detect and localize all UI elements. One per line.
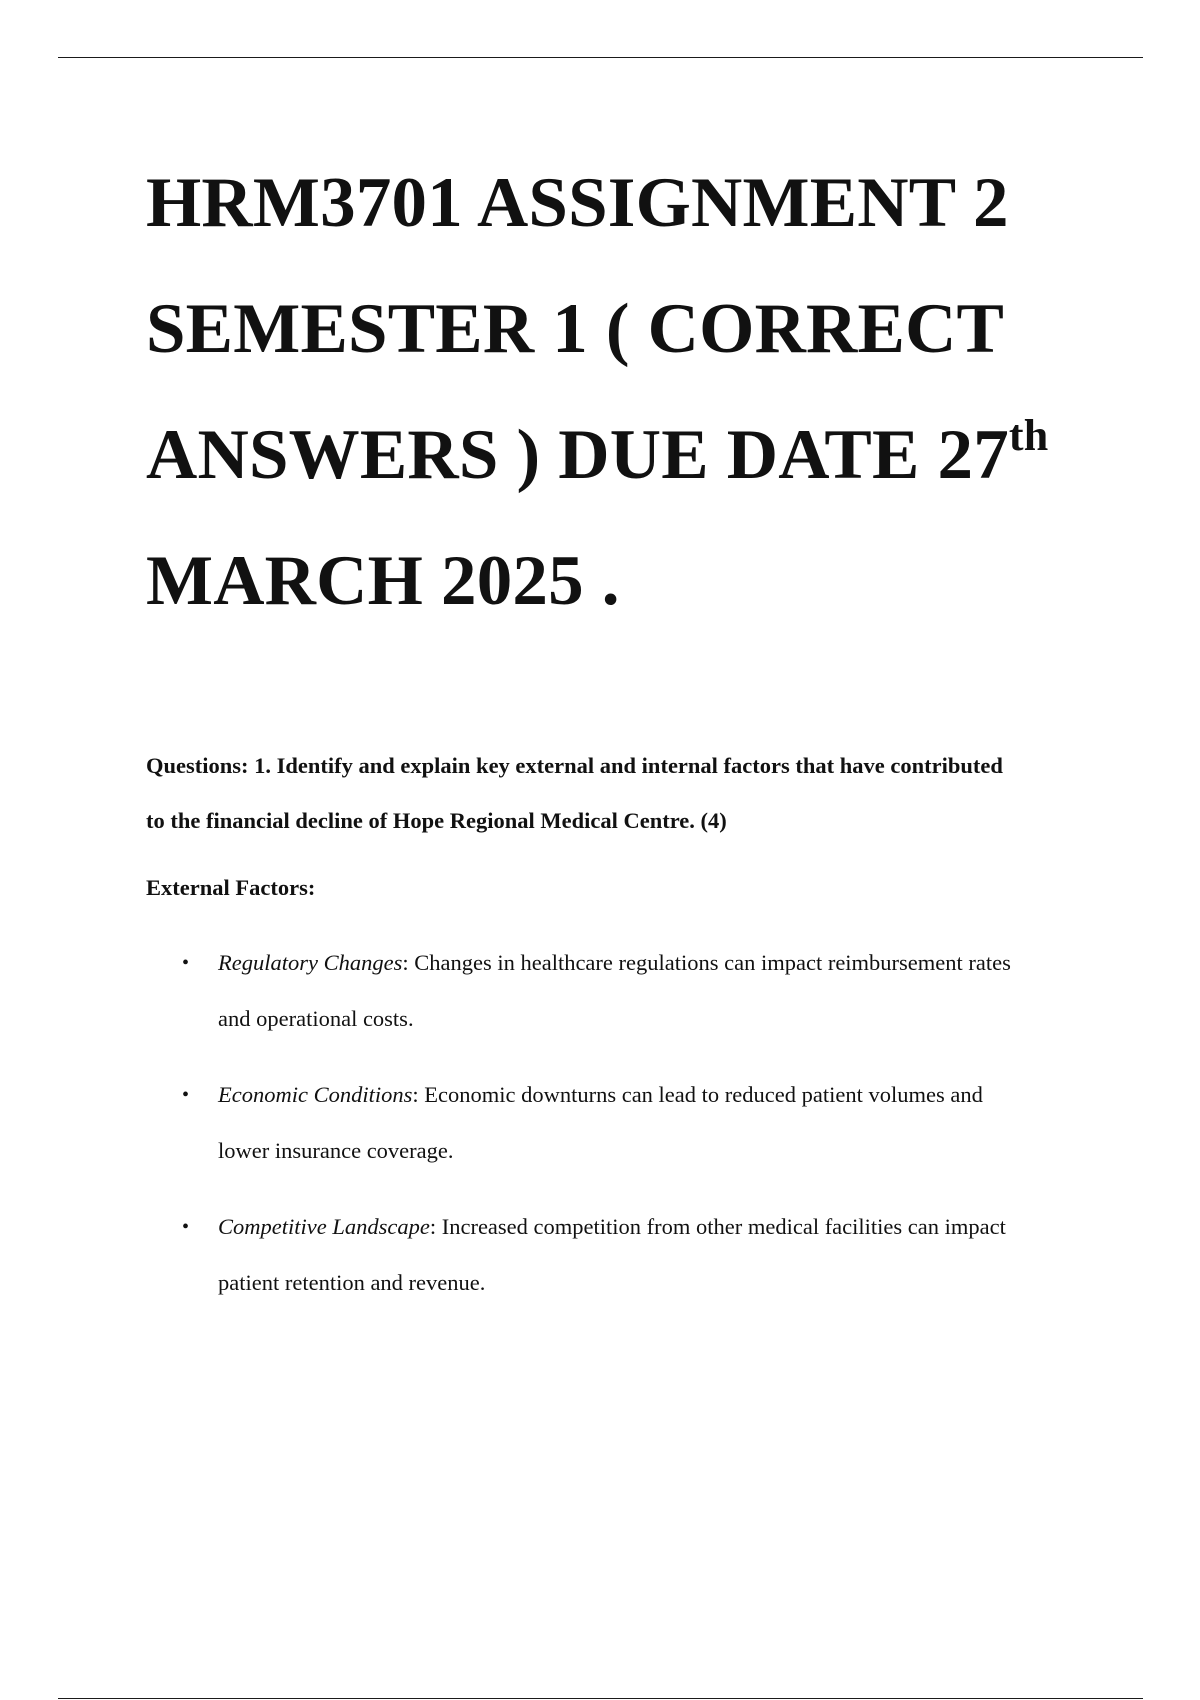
title-line-4: MARCH 2025 . [146,542,620,620]
top-rule [58,57,1143,58]
title-line-3-text: ANSWERS ) DUE DATE 27 [146,416,1009,494]
list-item-line-1 [218,935,1106,991]
list-item-line-1 [218,1067,1106,1123]
title-ordinal-superscript: th [1008,411,1049,460]
question-line-1: Questions: 1. Identify and explain key external and internal factors that have contributed [146,753,1003,778]
list-item-line-1 [218,1199,1106,1255]
title-line-2: SEMESTER 1 ( CORRECT [146,290,1005,368]
title-line-3 [146,392,1146,518]
list-item-line-2: patient retention and revenue. [218,1270,486,1295]
list-item [146,1199,1106,1311]
bullet-icon: • [182,1216,190,1238]
question-text [146,738,1106,848]
bullet-icon: • [182,952,190,974]
factor-term: Regulatory Changes [218,950,403,975]
external-factors-list [146,935,1106,1331]
document-title [146,140,1146,644]
external-factors-heading: External Factors: [146,875,316,900]
list-item-line-2: lower insurance coverage. [218,1138,454,1163]
factor-description: : Changes in healthcare regulations can impact reimbursement rates [402,950,1011,975]
bottom-rule [58,1698,1143,1699]
factor-term: Economic Conditions [218,1082,413,1107]
title-line-1: HRM3701 ASSIGNMENT 2 [146,164,1009,242]
question-line-2: to the financial decline of Hope Regional Medical Centre. (4) [146,808,727,833]
bullet-icon: • [182,1084,190,1106]
list-item [146,935,1106,1047]
factor-description: : Economic downturns can lead to reduced patient volumes and [412,1082,983,1107]
factor-description: : Increased competition from other medical facilities can impact [429,1214,1006,1239]
list-item-line-2: and operational costs. [218,1006,414,1031]
factor-term: Competitive Landscape [218,1214,430,1239]
list-item [146,1067,1106,1179]
